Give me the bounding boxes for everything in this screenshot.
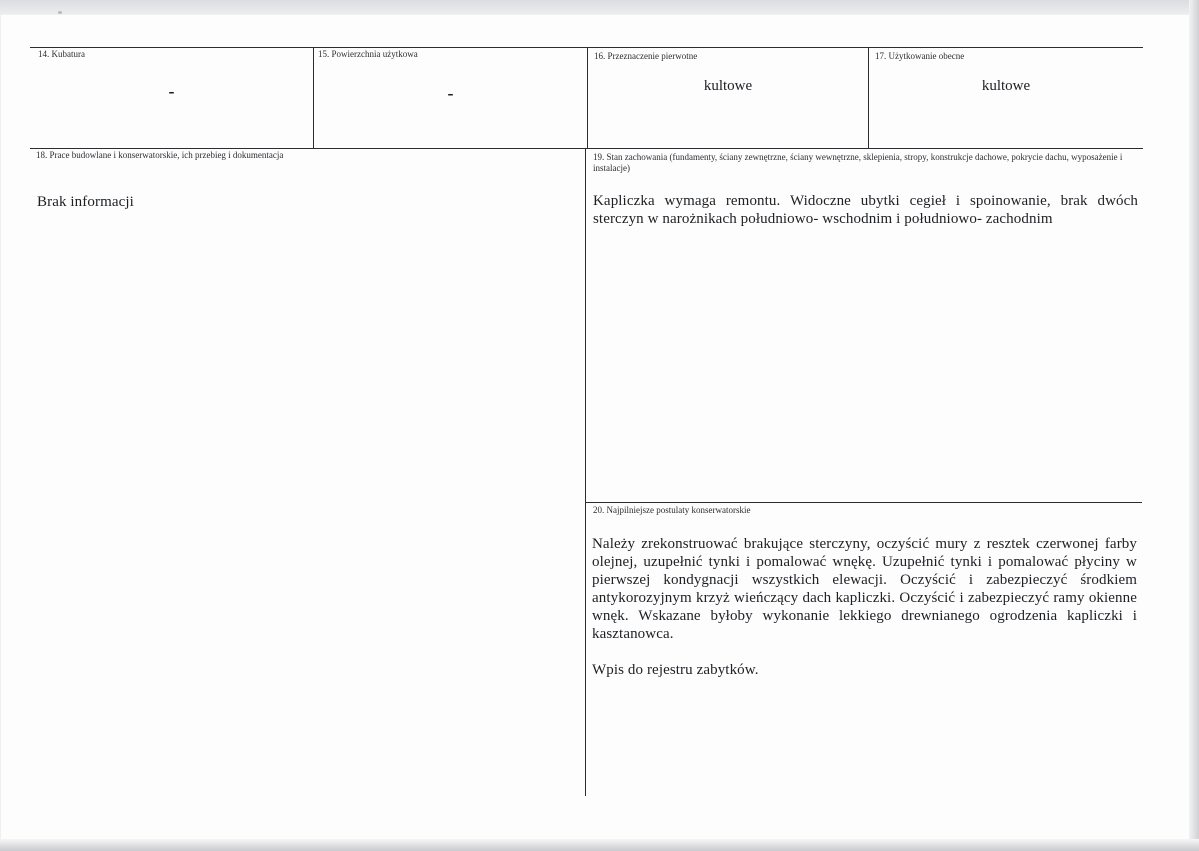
field-19-label: 19. Stan zachowania (fundamenty, ściany zewnętrzne, ściany wewnętrzne, sklepienia, stropy, konstrukcje dachowe, pokrycie dachu, wyposażenie i instalacje)	[593, 152, 1123, 173]
col-divider-center-top	[587, 47, 588, 149]
scan-speck	[58, 11, 62, 14]
scan-right-edge	[1189, 0, 1199, 851]
field-20-label: 20. Najpilniejsze postulaty konserwatorskie	[593, 505, 751, 515]
scan-bottom-edge	[0, 839, 1199, 851]
col-divider-16-17	[868, 47, 869, 149]
form-sheet	[0, 14, 1192, 842]
field-17-value: kultowe	[981, 78, 1031, 94]
field-19-text: Kapliczka wymaga remontu. Widoczne ubytki cegieł i spoinowanie, brak dwóch sterczyn w narożnikach południowo- wschodnim i południowo- zachodnim	[593, 193, 1138, 227]
field-16-value: kultowe	[703, 78, 753, 94]
field-20-paragraph: Wpis do rejestru zabytków.	[592, 662, 759, 678]
field-15-label: 15. Powierzchnia użytkowa	[318, 49, 418, 59]
field-20-text	[592, 535, 1137, 679]
field-14-value: -	[168, 81, 175, 101]
field-16-label: 16. Przeznaczenie pierwotne	[594, 51, 698, 61]
col-divider-center-bottom	[585, 148, 586, 796]
field-17-label: 17. Użytkowanie obecne	[875, 51, 965, 61]
section-19-20-divider	[585, 502, 1142, 503]
field-18-label: 18. Prace budowlane i konserwatorskie, ich przebieg i dokumentacja	[36, 150, 284, 160]
field-18-text: Brak informacji	[37, 194, 134, 210]
field-20-paragraph: Należy zrekonstruować brakujące sterczyny, oczyścić mury z resztek czerwonej farby olejnej, uzupełnić tynki i pomalować wnękę. Uzupełnić tynki i pomalować płyciny w pierwszej kondygnacji wszystkich elewacji. Oczyścić i zabezpieczyć środkiem antykorozyjnym krzyż wieńczący dach kapliczki. Oczyścić i zabezpieczyć ramy okienne wnęk. Wskazane byłoby wykonanie lekkiego drewnianego ogrodzenia kapliczki i kasztanowca.	[592, 536, 1137, 642]
field-15-value: -	[447, 83, 454, 103]
field-14-label: 14. Kubatura	[38, 49, 85, 59]
